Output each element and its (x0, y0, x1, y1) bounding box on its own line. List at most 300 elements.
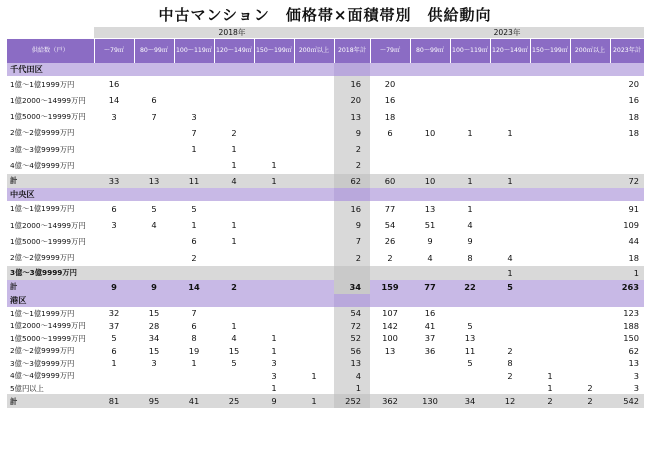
cell-2018: 6 (191, 236, 197, 247)
cell-2018 (214, 307, 254, 320)
col-header-2018: 120～149㎡ (214, 39, 254, 64)
cell-2023: 2 (530, 394, 570, 408)
column-header-row (7, 39, 644, 64)
col-header-2018: ～79㎡ (94, 39, 134, 64)
total-row (7, 174, 644, 188)
section-fill (334, 63, 370, 76)
year-2023-header: 2023年 (370, 27, 644, 39)
row-header-label: 供給数（戸） (7, 39, 94, 64)
cell-2018: 1 (191, 358, 197, 369)
year-header-row (7, 27, 644, 39)
section-fill (530, 294, 570, 307)
cell-2018 (294, 174, 334, 188)
cell-2018: 1 (271, 345, 277, 356)
row-label: 2億～2億9999万円 (10, 253, 75, 263)
cell-2018 (254, 76, 294, 92)
cell-2018 (94, 250, 134, 266)
cell-2023: 26 (384, 236, 396, 247)
row-label: 1億2000～14999万円 (10, 321, 86, 331)
cell-2018: 25 (214, 394, 254, 408)
cell-2018: 5 (151, 203, 157, 214)
total-2018-cell: 2 (334, 157, 370, 173)
total-2023-cell: 150 (623, 333, 640, 344)
cell-2023 (370, 266, 410, 280)
total-2018-cell: 72 (334, 319, 370, 332)
row-label: 1億5000～19999万円 (10, 333, 86, 343)
table-row (7, 357, 644, 370)
cell-2023 (530, 125, 570, 141)
cell-2023 (530, 280, 570, 294)
section-fill (530, 63, 570, 76)
table-row (7, 217, 644, 233)
cell-2023 (370, 157, 410, 173)
cell-2018: 5 (111, 333, 117, 344)
section-fill (370, 188, 410, 201)
cell-2018 (134, 369, 174, 382)
section-fill (410, 63, 450, 76)
row-label: 2億～2億9999万円 (10, 128, 75, 138)
cell-2023 (490, 141, 530, 157)
table-row (7, 250, 644, 266)
total-2023-cell: 20 (628, 79, 640, 89)
cell-2023: 1 (467, 203, 473, 214)
cell-2023: 54 (384, 220, 396, 231)
section-fill (294, 294, 334, 307)
cell-2023: 77 (410, 280, 450, 294)
section-name: 港区 (7, 294, 94, 307)
row-label: 1億～1億1999万円 (10, 204, 75, 214)
cell-2018: 1 (231, 320, 237, 331)
cell-2018: 41 (174, 394, 214, 408)
section-header (7, 188, 644, 201)
cell-2023 (410, 76, 450, 92)
total-2018-cell: 2 (334, 250, 370, 266)
cell-2023 (530, 344, 570, 357)
total-2018-cell: 54 (334, 307, 370, 320)
cell-2018 (254, 233, 294, 249)
cell-2018: 1 (191, 144, 197, 155)
cell-2018: 13 (134, 174, 174, 188)
cell-2018 (94, 369, 134, 382)
cell-2018 (134, 76, 174, 92)
cell-2023: 16 (384, 95, 396, 106)
cell-2023: 8 (507, 358, 513, 369)
cell-2018 (254, 125, 294, 141)
cell-2023: 4 (507, 252, 513, 263)
cell-2023 (370, 382, 410, 395)
cell-2018 (134, 250, 174, 266)
cell-2023: 12 (490, 394, 530, 408)
cell-2018: 81 (94, 394, 134, 408)
cell-2023 (450, 76, 490, 92)
cell-2018: 1 (271, 160, 277, 171)
cell-2023: 4 (427, 252, 433, 263)
row-label: 1億5000～19999万円 (10, 112, 86, 122)
section-fill (294, 188, 334, 201)
cell-2023 (410, 369, 450, 382)
cell-2023 (570, 141, 610, 157)
section-fill (490, 294, 530, 307)
section-name: 中央区 (7, 188, 94, 201)
cell-2018 (294, 280, 334, 294)
cell-2023: 159 (370, 280, 410, 294)
section-header (7, 63, 644, 76)
cell-2018: 3 (191, 111, 197, 122)
section-fill (490, 188, 530, 201)
cell-2018: 32 (108, 308, 120, 319)
cell-2018: 1 (191, 220, 197, 231)
total-2018-cell: 16 (334, 201, 370, 217)
total-row (7, 280, 644, 294)
cell-2018: 1 (271, 383, 277, 394)
section-fill (490, 63, 530, 76)
total-2023-cell: 123 (623, 308, 640, 319)
cell-2023: 362 (370, 394, 410, 408)
total-2018-cell: 16 (334, 76, 370, 92)
cell-2018 (254, 319, 294, 332)
total-2023-cell: 18 (628, 252, 640, 263)
total-2018-cell: 13 (334, 109, 370, 125)
table-row (7, 92, 644, 108)
cell-2018 (294, 109, 334, 125)
total-row (7, 394, 644, 408)
cell-2023 (570, 250, 610, 266)
cell-2023 (570, 332, 610, 345)
cell-2018 (174, 369, 214, 382)
section-fill (334, 294, 370, 307)
cell-2023: 2 (507, 370, 513, 381)
section-fill (334, 188, 370, 201)
total-2018-cell: 7 (334, 233, 370, 249)
supply-table (7, 27, 645, 408)
cell-2018 (174, 266, 214, 280)
cell-2023: 107 (382, 308, 398, 319)
total-2018-cell: 34 (334, 280, 370, 294)
cell-2023 (370, 369, 410, 382)
section-fill (134, 188, 174, 201)
cell-2023: 1 (547, 370, 553, 381)
cell-2018: 37 (108, 320, 120, 331)
cell-2018 (254, 280, 294, 294)
cell-2018 (134, 141, 174, 157)
cell-2018: 3 (271, 358, 277, 369)
row-label: 5億円以上 (10, 383, 44, 393)
cell-2023: 5 (467, 358, 473, 369)
section-fill (134, 63, 174, 76)
row-label: 4億～4億9999万円 (10, 160, 75, 170)
cell-2023 (530, 357, 570, 370)
cell-2018: 8 (191, 333, 197, 344)
cell-2023 (490, 217, 530, 233)
cell-2023: 20 (384, 79, 396, 89)
cell-2023 (530, 233, 570, 249)
cell-2018: 95 (134, 394, 174, 408)
cell-2018 (214, 92, 254, 108)
cell-2018 (174, 92, 214, 108)
total-2023-cell: 72 (610, 174, 644, 188)
cell-2018 (294, 382, 334, 395)
cell-2023 (570, 201, 610, 217)
section-fill (610, 63, 644, 76)
table-row (7, 382, 644, 395)
cell-2018 (214, 109, 254, 125)
cell-2018 (94, 157, 134, 173)
cell-2023: 11 (464, 345, 476, 356)
cell-2023 (490, 382, 530, 395)
cell-2023: 51 (424, 220, 436, 231)
cell-2023 (530, 76, 570, 92)
section-fill (450, 63, 490, 76)
cell-2023 (410, 92, 450, 108)
cell-2023 (450, 141, 490, 157)
col-header-2018: 150～199㎡ (254, 39, 294, 64)
cell-2023 (570, 217, 610, 233)
cell-2023: 37 (424, 333, 436, 344)
col-header-2018: 200㎡以上 (294, 39, 334, 64)
cell-2018: 9 (134, 280, 174, 294)
col-header-2023: 200㎡以上 (570, 39, 610, 64)
total-2023-cell: 18 (628, 111, 640, 122)
section-fill (214, 63, 254, 76)
cell-2018: 3 (111, 220, 117, 231)
cell-2023: 2 (587, 383, 593, 394)
cell-2018: 6 (191, 320, 197, 331)
cell-2023 (530, 141, 570, 157)
total-2023-cell: 1 (610, 266, 644, 280)
cell-2023 (450, 382, 490, 395)
cell-2023: 1 (507, 127, 513, 138)
total-2023-cell: 62 (628, 345, 640, 356)
total-2023-cell: 188 (623, 320, 640, 331)
cell-2018: 3 (111, 111, 117, 122)
total-2023-cell (610, 157, 644, 173)
cell-2018 (94, 233, 134, 249)
cell-2023 (530, 307, 570, 320)
total-2018-cell: 1 (334, 382, 370, 395)
cell-2023 (570, 125, 610, 141)
cell-2023: 1 (467, 127, 473, 138)
cell-2018: 1 (231, 220, 237, 231)
cell-2018: 15 (148, 345, 160, 356)
total-2018-cell: 13 (334, 357, 370, 370)
cell-2018 (294, 233, 334, 249)
table-row (7, 76, 644, 92)
cell-2018 (294, 157, 334, 173)
col-header-2023: 80～99㎡ (410, 39, 450, 64)
page-title: 中古マンション 価格帯×面積帯別 供給動向 (158, 6, 492, 24)
row-label: 3億～3億9999万円 (10, 358, 75, 368)
cell-2023 (570, 92, 610, 108)
year-2018-header: 2018年 (94, 27, 370, 39)
cell-2018 (134, 382, 174, 395)
cell-2023: 18 (384, 111, 396, 122)
cell-2023 (490, 233, 530, 249)
table-row (7, 319, 644, 332)
total-2018-cell: 4 (334, 369, 370, 382)
cell-2023: 4 (467, 220, 473, 231)
cell-2023 (490, 332, 530, 345)
cell-2018 (214, 369, 254, 382)
cell-2023 (410, 109, 450, 125)
cell-2018 (174, 382, 214, 395)
cell-2023 (530, 250, 570, 266)
total-2023-cell: 542 (610, 394, 644, 408)
cell-2018 (174, 157, 214, 173)
cell-2018: 2 (214, 280, 254, 294)
col-header-2023: 2023年計 (610, 39, 644, 64)
cell-2023 (410, 157, 450, 173)
table-row (7, 332, 644, 345)
cell-2018 (134, 266, 174, 280)
cell-2023 (410, 141, 450, 157)
section-fill (134, 294, 174, 307)
table-row (7, 344, 644, 357)
blank-corner (7, 27, 94, 39)
cell-2023 (570, 266, 610, 280)
cell-2023 (570, 109, 610, 125)
cell-2018: 5 (231, 358, 237, 369)
section-fill (174, 294, 214, 307)
total-2023-cell (610, 141, 644, 157)
section-fill (570, 63, 610, 76)
cell-2018: 14 (174, 280, 214, 294)
col-header-2023: 120～149㎡ (490, 39, 530, 64)
cell-2023 (450, 307, 490, 320)
cell-2018 (94, 382, 134, 395)
table-row (7, 109, 644, 125)
section-fill (174, 63, 214, 76)
total-2023-cell: 3 (633, 370, 640, 381)
cell-2023: 130 (410, 394, 450, 408)
table-row (7, 157, 644, 173)
cell-2018: 7 (191, 127, 197, 138)
cell-2023 (410, 357, 450, 370)
cell-2018: 1 (294, 394, 334, 408)
total-2018-cell: 52 (334, 332, 370, 345)
total-2023-cell: 16 (628, 95, 640, 106)
cell-2018 (294, 266, 334, 280)
cell-2018 (254, 92, 294, 108)
total-2023-cell: 263 (610, 280, 644, 294)
cell-2023 (450, 92, 490, 108)
cell-2018 (294, 125, 334, 141)
col-header-2018: 2018年計 (334, 39, 370, 64)
cell-2018 (254, 307, 294, 320)
cell-2018 (254, 201, 294, 217)
total-2018-cell: 252 (334, 394, 370, 408)
cell-2018 (94, 266, 134, 280)
total-2018-cell (334, 266, 370, 280)
total-2023-cell: 44 (628, 236, 640, 247)
cell-2018 (134, 233, 174, 249)
cell-2018 (294, 319, 334, 332)
row-label: 1億2000～14999万円 (10, 220, 86, 230)
total-2018-cell: 9 (334, 217, 370, 233)
cell-2023: 13 (384, 345, 396, 356)
cell-2023 (450, 369, 490, 382)
cell-2018: 9 (254, 394, 294, 408)
cell-2023: 1 (490, 174, 530, 188)
cell-2018: 28 (148, 320, 160, 331)
cell-2023 (530, 157, 570, 173)
cell-2018: 6 (111, 203, 117, 214)
cell-2018: 3 (151, 358, 157, 369)
section-fill (214, 188, 254, 201)
section-fill (214, 294, 254, 307)
total-2018-cell: 2 (334, 141, 370, 157)
cell-2018: 16 (108, 79, 120, 89)
total-2018-cell: 20 (334, 92, 370, 108)
cell-2018 (254, 266, 294, 280)
cell-2023 (490, 76, 530, 92)
cell-2023 (530, 319, 570, 332)
cell-2023 (490, 92, 530, 108)
cell-2023: 2 (387, 252, 393, 263)
section-fill (410, 294, 450, 307)
cell-2023 (530, 109, 570, 125)
cell-2018 (214, 382, 254, 395)
section-fill (370, 294, 410, 307)
cell-2018 (294, 250, 334, 266)
cell-2018: 19 (188, 345, 200, 356)
cell-2023 (570, 157, 610, 173)
cell-2023: 22 (450, 280, 490, 294)
section-fill (94, 63, 134, 76)
cell-2018: 11 (174, 174, 214, 188)
cell-2018: 3 (271, 370, 277, 381)
cell-2023: 34 (450, 394, 490, 408)
section-fill (254, 63, 294, 76)
section-fill (94, 188, 134, 201)
section-name: 千代田区 (7, 63, 94, 76)
table-row (7, 201, 644, 217)
cell-2023 (490, 201, 530, 217)
cell-2018 (294, 201, 334, 217)
cell-2023: 10 (424, 127, 436, 138)
cell-2023 (530, 201, 570, 217)
section-fill (610, 188, 644, 201)
section-fill (174, 188, 214, 201)
cell-2018: 6 (111, 345, 117, 356)
total-2023-cell: 91 (628, 203, 640, 214)
cell-2018 (294, 141, 334, 157)
cell-2018: 1 (231, 236, 237, 247)
cell-2023: 1 (490, 266, 530, 280)
row-label: 計 (7, 280, 94, 294)
cell-2018: 1 (254, 174, 294, 188)
cell-2018: 5 (191, 203, 197, 214)
cell-2023 (370, 357, 410, 370)
cell-2023: 13 (424, 203, 436, 214)
cell-2018: 1 (311, 370, 317, 381)
cell-2018 (294, 357, 334, 370)
cell-2023 (530, 266, 570, 280)
col-header-2018: 100～119㎡ (174, 39, 214, 64)
table-row (7, 266, 644, 280)
cell-2023 (570, 280, 610, 294)
total-2018-cell: 9 (334, 125, 370, 141)
cell-2018 (254, 250, 294, 266)
cell-2023 (450, 157, 490, 173)
cell-2023 (570, 76, 610, 92)
cell-2023: 142 (382, 320, 398, 331)
total-2023-cell: 13 (628, 358, 640, 369)
cell-2018: 14 (108, 95, 120, 106)
cell-2018 (214, 201, 254, 217)
section-fill (294, 63, 334, 76)
cell-2018: 1 (231, 160, 237, 171)
row-label: 1億5000～19999万円 (10, 236, 86, 246)
